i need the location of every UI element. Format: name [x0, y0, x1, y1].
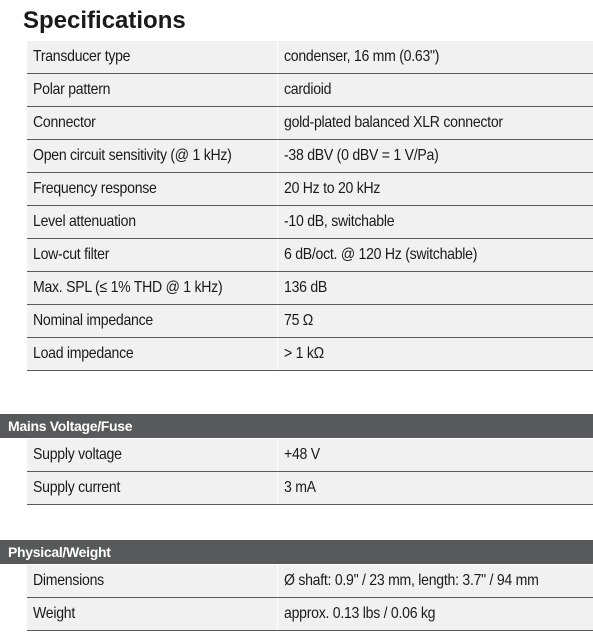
spec-row — [27, 239, 593, 272]
spec-value: 20 Hz to 20 kHz — [284, 180, 381, 197]
spec-label: Weight — [33, 605, 75, 622]
spec-label: Max. SPL (≤ 1% THD @ 1 kHz) — [33, 279, 223, 296]
spec-label: Load impedance — [33, 345, 134, 362]
spec-label: Dimensions — [33, 572, 104, 589]
spec-row — [27, 140, 593, 173]
spec-value: Ø shaft: 0.9" / 23 mm, length: 3.7" / 94 mm — [284, 572, 539, 589]
spec-label: Nominal impedance — [33, 312, 153, 329]
spec-row — [27, 74, 593, 107]
spec-label: Supply voltage — [33, 446, 122, 463]
spec-label: Low-cut filter — [33, 246, 110, 263]
spec-value: condenser, 16 mm (0.63") — [284, 48, 440, 65]
spec-label: Connector — [33, 114, 96, 131]
spec-value: 75 Ω — [284, 312, 314, 329]
spec-value: 6 dB/oct. @ 120 Hz (switchable) — [284, 246, 478, 263]
section-header-physical: Physical/Weight — [0, 540, 593, 564]
spec-label: Supply current — [33, 479, 121, 496]
spec-row — [27, 472, 593, 505]
spec-label: Transducer type — [33, 48, 131, 65]
spec-row — [27, 173, 593, 206]
specifications-table — [27, 41, 593, 371]
spec-value: gold-plated balanced XLR connector — [284, 114, 503, 131]
spec-value: 3 mA — [284, 479, 316, 496]
spec-row — [27, 41, 593, 74]
spec-value: +48 V — [284, 446, 320, 463]
spec-value: 136 dB — [284, 279, 328, 296]
section-header-mains: Mains Voltage/Fuse — [0, 414, 593, 438]
mains-table — [27, 439, 593, 505]
spec-label: Level attenuation — [33, 213, 136, 230]
spec-row — [27, 107, 593, 140]
spec-value: -38 dBV (0 dBV = 1 V/Pa) — [284, 147, 439, 164]
spec-value: -10 dB, switchable — [284, 213, 395, 230]
spec-row — [27, 206, 593, 239]
spec-row — [27, 439, 593, 472]
spec-value: > 1 kΩ — [284, 345, 324, 362]
spec-row — [27, 272, 593, 305]
spec-value: approx. 0.13 lbs / 0.06 kg — [284, 605, 436, 622]
spec-label: Polar pattern — [33, 81, 111, 98]
spec-row — [27, 598, 593, 631]
spec-value: cardioid — [284, 81, 332, 98]
spec-row — [27, 565, 593, 598]
spec-label: Frequency response — [33, 180, 157, 197]
spec-row — [27, 305, 593, 338]
spec-label: Open circuit sensitivity (@ 1 kHz) — [33, 147, 232, 164]
physical-table — [27, 565, 593, 631]
page-title: Specifications — [23, 7, 186, 34]
spec-row — [27, 338, 593, 371]
